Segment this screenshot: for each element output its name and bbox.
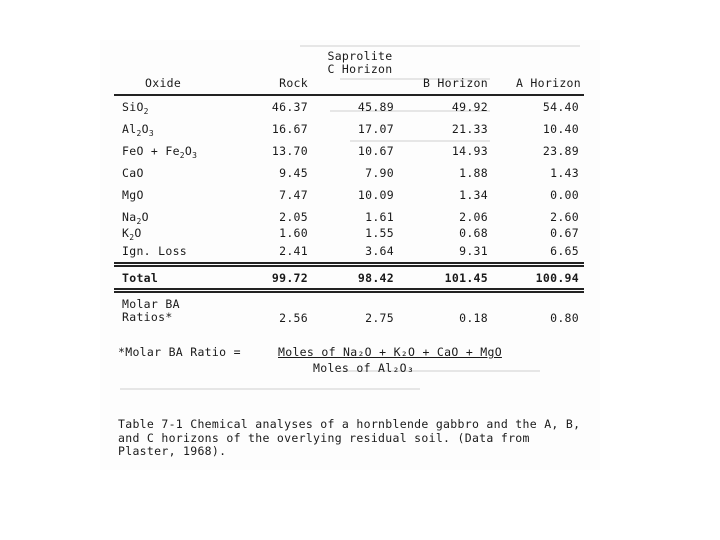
a-horizon-cell: 2.60: [550, 210, 579, 224]
oxide-cell: $K_2O$: [122, 226, 142, 242]
c-horizon-cell: 45.89: [357, 100, 394, 114]
a-horizon-cell: 0.00: [550, 188, 579, 202]
footnote-lead: *Molar BA Ratio =: [118, 345, 241, 359]
header-a-horizon: A Horizon: [515, 76, 581, 90]
rock-cell: 7.47: [279, 188, 308, 202]
table-row: [100, 226, 600, 242]
rock-cell: 2.05: [279, 210, 308, 224]
rock-cell: 1.60: [279, 226, 308, 240]
header-saprolite-line2: C Horizon: [327, 62, 393, 76]
table-row: [100, 166, 600, 182]
table-row: [100, 210, 600, 226]
oxide-cell: $Na_2O$: [122, 210, 149, 226]
a-horizon-cell: 10.40: [542, 122, 579, 136]
oxide-cell: $Al_2O_3$: [122, 122, 154, 138]
a-horizon-cell: 1.43: [550, 166, 579, 180]
b-horizon-cell: 1.34: [459, 188, 488, 202]
a-horizon-total: 100.94: [535, 271, 579, 285]
table-row: [100, 144, 600, 160]
header-saprolite-line1: Saprolite: [327, 49, 393, 63]
header-rule: [114, 94, 584, 96]
header-rock: Rock: [279, 76, 308, 90]
c-horizon-molar: 2.75: [365, 311, 394, 325]
rock-cell: 13.70: [271, 144, 308, 158]
oxide-cell: FeO + $Fe_2O_3$: [122, 144, 198, 160]
b-horizon-cell: 9.31: [459, 244, 488, 258]
bleed-through-line: [300, 45, 580, 47]
header-oxide: Oxide: [145, 76, 182, 90]
molar-ba-label-line1: Molar BA: [122, 297, 180, 311]
table-row: [100, 188, 600, 204]
a-horizon-molar: 0.80: [550, 311, 579, 325]
total-top-rule-double: [114, 265, 584, 267]
b-horizon-molar: 0.18: [459, 311, 488, 325]
table-row: [100, 122, 600, 138]
oxide-cell: Ign. Loss: [122, 244, 188, 258]
bleed-through-line: [120, 388, 420, 390]
b-horizon-cell: 0.68: [459, 226, 488, 240]
rock-cell: 46.37: [271, 100, 308, 114]
c-horizon-cell: 1.61: [365, 210, 394, 224]
b-horizon-total: 101.45: [444, 271, 488, 285]
c-horizon-cell: 7.90: [365, 166, 394, 180]
b-horizon-cell: 21.33: [451, 122, 488, 136]
c-horizon-cell: 10.09: [357, 188, 394, 202]
rock-cell: 16.67: [271, 122, 308, 136]
footnote-denominator: Moles of Al₂O₃: [313, 361, 415, 375]
rock-total: 99.72: [271, 271, 308, 285]
footnote-numerator: Moles of Na₂O + K₂O + CaO + MgO: [278, 345, 502, 359]
bleed-through-line: [350, 140, 490, 142]
table-caption: Table 7-1 Chemical analyses of a hornblende gabbro and the A, B, and C horizons of the overlying residual soil. (Data from Plaster, 1968).: [118, 417, 581, 458]
b-horizon-cell: 49.92: [451, 100, 488, 114]
total-label: Total: [122, 271, 159, 285]
c-horizon-cell: 17.07: [357, 122, 394, 136]
c-horizon-cell: 3.64: [365, 244, 394, 258]
a-horizon-cell: 54.40: [542, 100, 579, 114]
total-bottom-rule: [114, 288, 584, 290]
c-horizon-cell: 10.67: [357, 144, 394, 158]
total-top-rule: [114, 262, 584, 264]
c-horizon-total: 98.42: [357, 271, 394, 285]
oxide-cell: SiO$_2$: [122, 100, 149, 116]
header-b-horizon: B Horizon: [422, 76, 488, 90]
table-row: [100, 244, 600, 260]
rock-cell: 2.41: [279, 244, 308, 258]
molar-ba-row: [100, 311, 600, 327]
c-horizon-cell: 1.55: [365, 226, 394, 240]
rock-cell: 9.45: [279, 166, 308, 180]
rock-molar: 2.56: [279, 311, 308, 325]
a-horizon-cell: 6.65: [550, 244, 579, 258]
b-horizon-cell: 2.06: [459, 210, 488, 224]
oxide-cell: MgO: [122, 188, 144, 202]
molar-ba-footnote: [118, 345, 502, 375]
header-saprolite: [326, 50, 394, 76]
a-horizon-cell: 23.89: [542, 144, 579, 158]
table-row: [100, 100, 600, 116]
scanned-page: [100, 40, 600, 470]
total-bottom-rule-double: [114, 291, 584, 293]
b-horizon-cell: 1.88: [459, 166, 488, 180]
b-horizon-cell: 14.93: [451, 144, 488, 158]
total-row: [100, 271, 600, 287]
oxide-cell: CaO: [122, 166, 144, 180]
a-horizon-cell: 0.67: [550, 226, 579, 240]
molar-ba-label-line2: Ratios*: [122, 310, 173, 324]
